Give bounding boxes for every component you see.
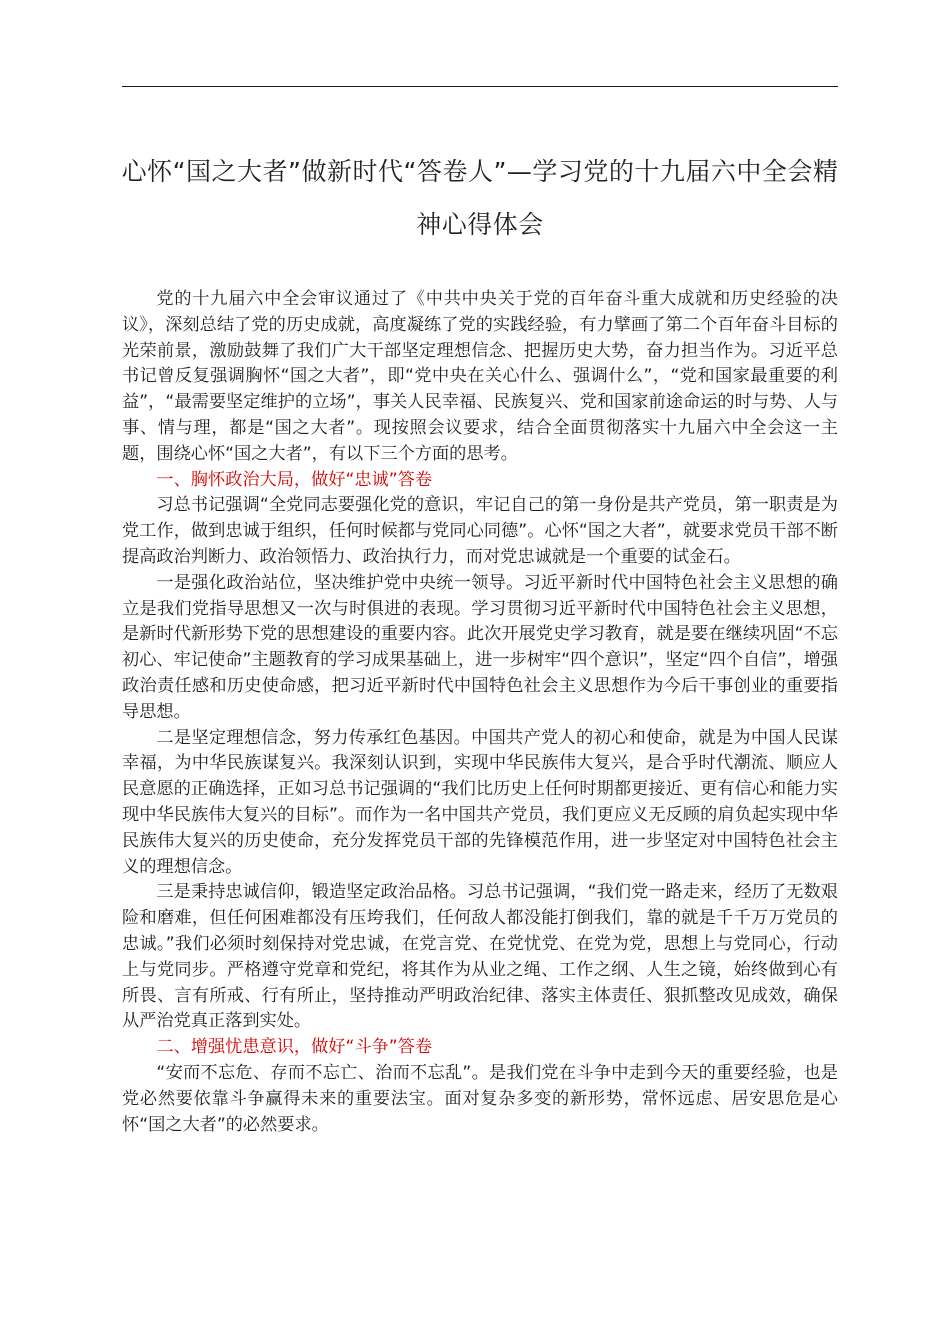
header-rule xyxy=(122,86,838,87)
paragraph: 一是强化政治站位，坚决维护党中央统一领导。习近平新时代中国特色社会主义思想的确立是我们党指导思想又一次与时俱进的表现。学习贯彻习近平新时代中国特色社会主义思想，是新时代新形势下党的思想建设的重要内容。此次开展党史学习教育，就是要在继续巩固“不忘初心、牢记使命”主题教育的学习成果基础上，进一步树牢“四个意识”，坚定“四个自信”，增强政治责任感和历史使命感，把习近平新时代中国特色社会主义思想作为今后干事创业的重要指导思想。 xyxy=(122,572,838,722)
paragraph: 习总书记强调“全党同志要强化党的意识，牢记自己的第一身份是共产党员，第一职责是为党工作，做到忠诚于组织，任何时候都与党同心同德”。心怀“国之大者”，就要求党员干部不断提高政治判断力、政治领悟力、政治执行力，而对党忠诚就是一个重要的试金石。 xyxy=(122,495,838,567)
document-body xyxy=(122,287,838,1138)
paragraph-intro: 党的十九届六中全会审议通过了《中共中央关于党的百年奋斗重大成就和历史经验的决议》，深刻总结了党的历史成就，高度凝练了党的实践经验，有力擘画了第二个百年奋斗目标的光荣前景，激励鼓舞了我们广大干部坚定理想信念、把握历史大势，奋力担当作为。习近平总书记曾反复强调胸怀“国之大者”，即“党中央在关心什么、强调什么”，“党和国家最重要的利益”，“最需要坚定维护的立场”，事关人民幸福、民族复兴、党和国家前途命运的时与势、人与事、情与理，都是“国之大者”。现按照会议要求，结合全面贯彻落实十九届六中全会这一主题，围绕心怀“国之大者”，有以下三个方面的思考。 xyxy=(122,289,838,464)
page-title: 心怀“国之大者”做新时代“答卷人”—学习党的十九届六中全会精神心得体会 xyxy=(121,157,839,239)
paragraph: 二是坚定理想信念，努力传承红色基因。中国共产党人的初心和使命，就是为中国人民谋幸福，为中华民族谋复兴。我深刻认识到，实现中华民族伟大复兴，是合乎时代潮流、顺应人民意愿的正确选择，正如习总书记强调的“我们比历史上任何时期都更接近、更有信心和能力实现中华民族伟大复兴的目标”。而作为一名中国共产党员，我们更应义无反顾的肩负起实现中华民族伟大复兴的历史使命，充分发挥党员干部的先锋模范作用，进一步坚定对中国特色社会主义的理想信念。 xyxy=(122,727,838,877)
paragraph: 三是秉持忠诚信仰，锻造坚定政治品格。习总书记强调，“我们党一路走来，经历了无数艰险和磨难，但任何困难都没有压垮我们，任何敌人都没能打倒我们，靠的就是千千万万党员的忠诚。”我们必须时刻保持对党忠诚，在党言党、在党忧党、在党为党，思想上与党同心，行动上与党同步。严格遵守党章和党纪，将其作为从业之绳、工作之纲、人生之镜，始终做到心有所畏、言有所戒、行有所止，坚持推动严明政治纪律、落实主体责任、狠抓整改见成效，确保从严治党真正落到实处。 xyxy=(122,882,838,1032)
section-heading-1: 一、胸怀政治大局，做好“忠诚”答卷 xyxy=(156,469,433,490)
paragraph: “安而不忘危、存而不忘亡、治而不忘乱”。是我们党在斗争中走到今天的重要经验，也是党必然要依靠斗争赢得未来的重要法宝。面对复杂多变的新形势，常怀远虑、居安思危是心怀“国之大者”的必然要求。 xyxy=(122,1062,838,1135)
section-heading-2: 二、增强忧患意识，做好“斗争”答卷 xyxy=(156,1037,433,1058)
